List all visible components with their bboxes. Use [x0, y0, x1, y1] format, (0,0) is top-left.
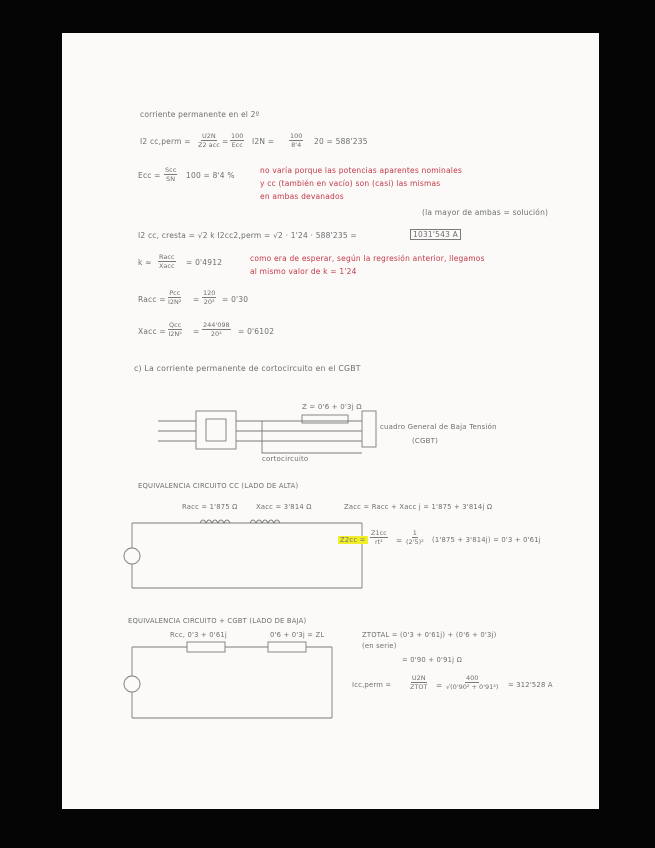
- zacc-eq: Zacc = Racc + Xacc j = 1'875 + 3'814j Ω: [344, 503, 493, 511]
- ztotal-line3: = 0'90 + 0'91j Ω: [402, 656, 462, 664]
- i2-frac2: 100 Ecc: [231, 132, 244, 149]
- short-label: cortocircuito: [262, 455, 309, 463]
- racc-label: Racc =: [138, 295, 166, 304]
- ztotal-line2: (en serie): [362, 642, 397, 650]
- ztotal-line1: ZTOTAL = (0'3 + 0'61j) + (0'6 + 0'3j): [362, 631, 497, 639]
- k-label: k ≈: [138, 258, 152, 267]
- notebook-page: corriente permanente en el 2º I2 cc,perm = U2N Z2 acc = 100 Ecc I2N = $\frac{100}{8'4}$ 20 = 588'235 Ecc = Scc SN 100 = 8'4 % no varía porque las potencias aparentes nominales y cc (también en vacío) son (casi) las mismas en ambas devanados (la mayor de ambas = solución) I2 cc, cresta = √2 k I2cc2,perm = √2 · 1'24 · 588'235 = 1031'543 A k ≈ Racc Xacc = 0'4912 como era de esperar, según la regresión anterior, llegamos al mismo valor de k = 1'24 Racc = Pcc I2N² = $\frac{120}{\text{20²}}$ = 0'30 Xacc = Qcc I2N² = $\frac{244'098}{\text{20²}}$ = 0'6102 c) La corriente permanente de cortocircuito en el CGBT Z = 0'6 + 0'3j Ω cuadro General de Baja Tensión (CGBT) cortocircuito EQUIVALENCIA CIRCUITO CC (LADO DE ALTA) Racc = 1'875 Ω Xacc = 3'814 Ω Zacc = Racc + Xacc j = 1'875 + 3'814j Ω Z2cc = $\frac{Z1cc}{\text{rt²}}$ = $\frac{1}{\text{(2'5)²}}$ (1'875 + 3'814j) = 0'3 + 0'61j EQUIVALENCIA CIRCUITO + CGBT (LADO DE BAJA) Rcc, 0'3 + 0'61j 0'6 + 0'3j = ZL ZTOTAL = (0'3 + 0'61j) + (0'6 + 0'3j) (en serie) = 0'90 + 0'91j Ω Icc,perm = U2N ZTOT = $\frac{400}{\text{√(0'90² + 0'91²)}}$ = 312'528 A: [62, 33, 599, 809]
- racc-result: = 0'30: [222, 295, 249, 304]
- z2cc-result: (1'875 + 3'814j) = 0'3 + 0'61j: [432, 536, 541, 544]
- k-result: = 0'4912: [186, 258, 223, 267]
- cgbt-label-1: cuadro General de Baja Tensión: [380, 423, 497, 431]
- cgbt-label-2: (CGBT): [412, 437, 439, 445]
- note2-line1: como era de esperar, según la regresión anterior, llegamos: [250, 254, 485, 263]
- note1-line3: en ambas devanados: [260, 192, 344, 201]
- z2cc-label: Z2cc =: [340, 536, 366, 544]
- i2cc-result: 1031'543 A: [410, 229, 461, 240]
- i2-frac3: $\frac{100}{8'4}$: [290, 132, 303, 149]
- racc-frac2: $\frac{120}{\text{20²}}$: [203, 289, 216, 306]
- part-c-heading: c) La corriente permanente de cortocircuito en el CGBT: [134, 364, 361, 373]
- k-frac: Racc Xacc: [158, 253, 175, 270]
- circuit-sketches: [62, 33, 599, 809]
- note-right: (la mayor de ambas = solución): [422, 208, 549, 217]
- eq2-title: EQUIVALENCIA CIRCUITO + CGBT (LADO DE BAJA): [128, 617, 307, 625]
- ecc-result: 100 = 8'4 %: [186, 171, 235, 180]
- i2cc-label: I2 cc, cresta = √2 k I2cc2,perm = √2 · 1'24 · 588'235 =: [138, 231, 357, 240]
- xacc-label: Xacc =: [138, 327, 166, 336]
- xacc-frac: Qcc I2N²: [168, 321, 182, 338]
- r2-label: Rcc, 0'3 + 0'61j: [170, 631, 227, 639]
- note1-line2: y cc (también en vacío) son (casi) las mismas: [260, 179, 441, 188]
- note2-line2: al mismo valor de k = 1'24: [250, 267, 357, 276]
- x1-label: Xacc = 3'814 Ω: [256, 503, 312, 511]
- i2-label: I2 cc,perm =: [140, 137, 191, 146]
- i2-frac1: U2N Z2 acc: [198, 132, 220, 149]
- racc-frac: Pcc I2N²: [168, 289, 182, 306]
- z-label: Z = 0'6 + 0'3j Ω: [302, 403, 362, 411]
- ecc-frac: Scc SN: [165, 166, 177, 183]
- i2-result: 20 = 588'235: [314, 137, 368, 146]
- icc-label: Icc,perm =: [352, 681, 392, 689]
- xacc-result: = 0'6102: [238, 327, 275, 336]
- eq1-title: EQUIVALENCIA CIRCUITO CC (LADO DE ALTA): [138, 482, 299, 490]
- xacc-frac2: $\frac{244'098}{\text{20²}}$: [203, 321, 230, 338]
- icc-frac2: $\frac{400}{\text{√(0'90² + 0'91²)}}$: [446, 674, 499, 691]
- ecc-label: Ecc =: [138, 171, 161, 180]
- r1-label: Racc = 1'875 Ω: [182, 503, 238, 511]
- z2cc-frac: $\frac{Z1cc}{\text{rt²}}$: [371, 529, 387, 546]
- heading: corriente permanente en el 2º: [140, 110, 260, 119]
- icc-result: = 312'528 A: [508, 681, 553, 689]
- z2cc-frac2: $\frac{1}{\text{(2'5)²}}$: [406, 529, 424, 546]
- note1-line1: no varía porque las potencias aparentes nominales: [260, 166, 463, 175]
- icc-frac: U2N ZTOT: [410, 674, 428, 691]
- x2-label: 0'6 + 0'3j = ZL: [270, 631, 325, 639]
